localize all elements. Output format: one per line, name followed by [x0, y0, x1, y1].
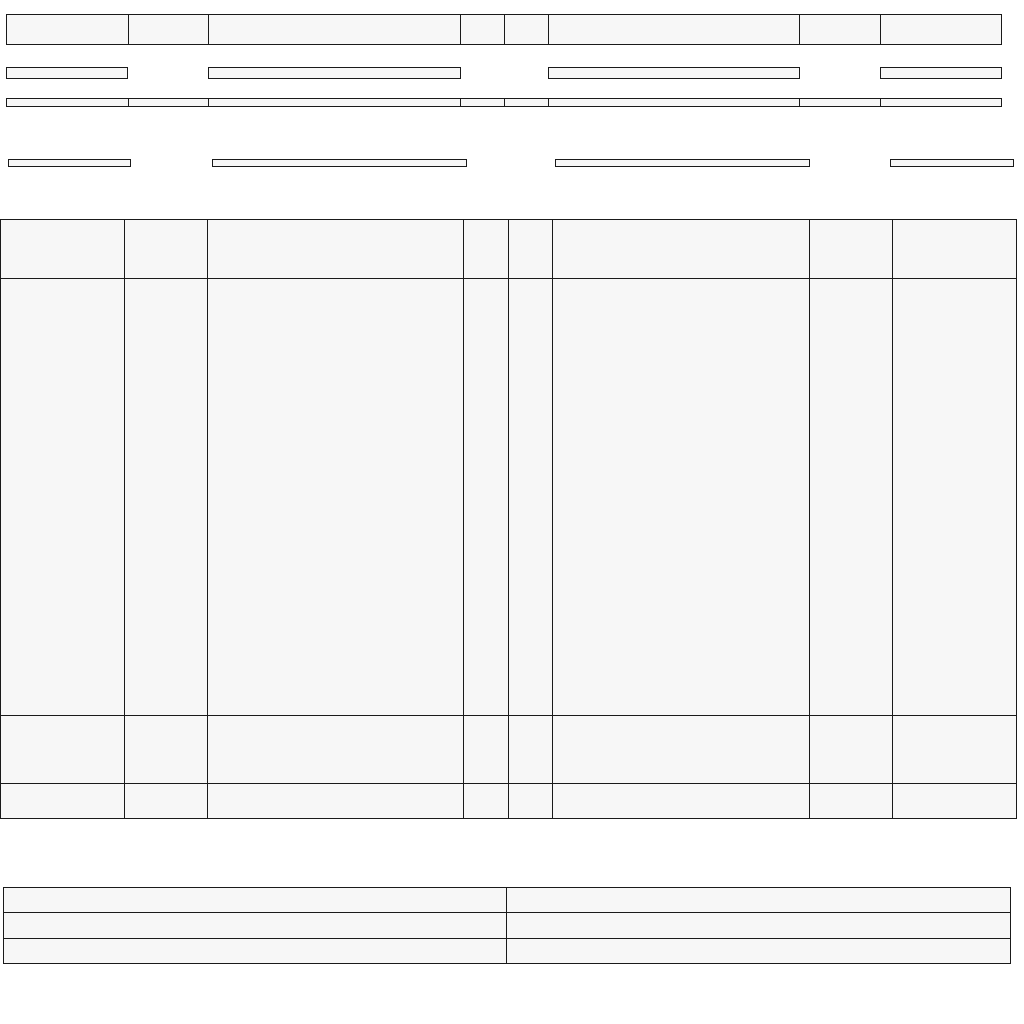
field-input[interactable]: [548, 67, 800, 79]
thin-row-divider: [548, 98, 549, 107]
main-table-column-divider: [508, 219, 509, 819]
thin-row-divider: [128, 98, 129, 107]
field-input[interactable]: [6, 67, 128, 79]
main-table-column-divider: [463, 219, 464, 819]
thin-row-divider: [208, 98, 209, 107]
header-divider: [504, 14, 505, 45]
summary-table-column-divider: [506, 887, 507, 964]
summary-table: [3, 887, 1011, 964]
header-divider: [880, 14, 881, 45]
header-divider: [460, 14, 461, 45]
summary-table-row-divider: [3, 912, 1011, 913]
header-divider: [208, 14, 209, 45]
main-table-row-divider: [0, 715, 1017, 716]
field-input[interactable]: [208, 67, 461, 79]
main-table-column-divider: [892, 219, 893, 819]
main-table-row-divider: [0, 783, 1017, 784]
thin-row-divider: [799, 98, 800, 107]
field-input[interactable]: [890, 159, 1014, 167]
thin-row-divider: [880, 98, 881, 107]
thin-row-divider: [504, 98, 505, 107]
main-table-column-divider: [124, 219, 125, 819]
field-input[interactable]: [555, 159, 810, 167]
main-table-row-divider: [0, 278, 1017, 279]
field-input[interactable]: [8, 159, 131, 167]
header-divider: [128, 14, 129, 45]
summary-table-row-divider: [3, 938, 1011, 939]
field-input[interactable]: [212, 159, 467, 167]
main-table-column-divider: [207, 219, 208, 819]
field-input[interactable]: [880, 67, 1002, 79]
main-table-column-divider: [552, 219, 553, 819]
header-divider: [548, 14, 549, 45]
thin-row-divider: [460, 98, 461, 107]
main-table-column-divider: [809, 219, 810, 819]
header-divider: [799, 14, 800, 45]
